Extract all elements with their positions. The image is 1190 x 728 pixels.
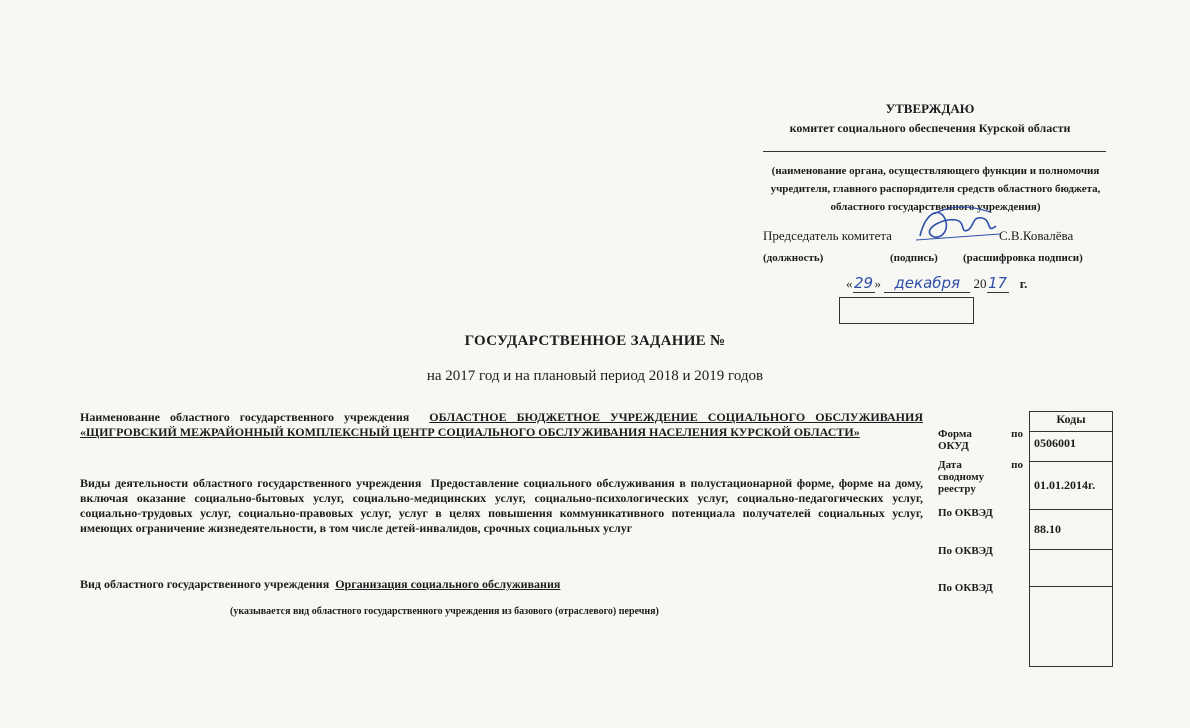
form-label-po: по bbox=[1011, 428, 1023, 440]
form-label-okud: ОКУД bbox=[938, 440, 969, 452]
label-position: (должность) bbox=[763, 252, 824, 264]
date-label-summary: сводному bbox=[938, 471, 985, 483]
activities-label: Виды деятельности областного государственного учреждения bbox=[80, 476, 422, 490]
date-century: 20 bbox=[973, 276, 987, 291]
institution-kind-note: (указывается вид областного государственного учреждения из базового (отраслевого) перечня) bbox=[230, 606, 659, 617]
signer-position: Председатель комитета bbox=[763, 228, 892, 243]
date-day: 29 bbox=[853, 274, 874, 292]
okved-label-1: По ОКВЭД bbox=[938, 507, 993, 519]
label-signature: (подпись) bbox=[890, 252, 938, 264]
date-year: 17 bbox=[987, 274, 1008, 292]
approval-heading: УТВЕРЖДАЮ bbox=[885, 101, 975, 116]
date-open-quote: « bbox=[846, 276, 853, 291]
okved-label-3: По ОКВЭД bbox=[938, 582, 993, 594]
date-suffix: г. bbox=[1019, 276, 1028, 291]
form-okud-value: 0506001 bbox=[1030, 432, 1113, 462]
signer-name: С.В.Ковалёва bbox=[999, 228, 1074, 243]
okved-value-1: 88.10 bbox=[1030, 510, 1113, 550]
form-label-word: Форма bbox=[938, 428, 972, 440]
document-title: ГОСУДАРСТВЕННОЕ ЗАДАНИЕ № bbox=[464, 333, 726, 349]
codes-header: Коды bbox=[1030, 412, 1113, 432]
okved-value-2 bbox=[1030, 550, 1113, 587]
date-label-po: по bbox=[1011, 459, 1023, 471]
date-month: декабря bbox=[884, 274, 970, 293]
signer-row bbox=[763, 228, 1074, 244]
institution-kind-label: Вид областного государственного учреждения bbox=[80, 577, 330, 591]
activities-value: Предоставление социального обслуживания в полустационарной форме, форме на дому, включая оказание социально-бытовых услуг, социально-медицинских услуг, социально-психологических услуг, социально-педагогических услуг, социально-трудовых услуг, социально-правовых услуг, услуг в целях повышения коммуникативного потенциала получателей социальных услуг, имеющих ограничение жизнедеятельности, в том числе детей-инвалидов, срочных социальных услуг bbox=[80, 476, 924, 535]
label-decoding: (расшифровка подписи) bbox=[963, 252, 1083, 264]
date-label-word: Дата bbox=[938, 459, 962, 471]
document-period: на 2017 год и на плановый период 2018 и 2019 годов bbox=[426, 368, 764, 384]
approval-note: (наименование органа, осуществляющего функции и полномочия учредителя, главного распорядителя средств областного бюджета, областного государственного учреждения) bbox=[770, 165, 1101, 213]
okved-value-3 bbox=[1030, 587, 1113, 667]
activities-paragraph bbox=[80, 476, 923, 536]
institution-kind-value: Организация социального обслуживания bbox=[335, 577, 561, 591]
date-close-quote: » bbox=[874, 276, 881, 291]
institution-name-label: Наименование областного государственного учреждения bbox=[80, 410, 410, 424]
registry-date-label bbox=[938, 459, 1023, 495]
codes-table bbox=[1029, 411, 1113, 667]
institution-kind-row bbox=[80, 577, 923, 592]
date-label-registry: реестру bbox=[938, 483, 976, 495]
date-box bbox=[839, 297, 974, 324]
handwritten-signature bbox=[912, 200, 1002, 250]
approval-underline bbox=[763, 151, 1106, 152]
institution-name-value: ОБЛАСТНОЕ БЮДЖЕТНОЕ УЧРЕЖДЕНИЕ СОЦИАЛЬНОГО ОБСЛУЖИВАНИЯ «ЩИГРОВСКИЙ МЕЖРАЙОННЫЙ КОМПЛЕКСНЫЙ ЦЕНТР СОЦИАЛЬНОГО ОБСЛУЖИВАНИЯ НАСЕЛЕНИЯ КУРСКОЙ ОБЛАСТИ» bbox=[80, 410, 924, 439]
registry-date-value: 01.01.2014г. bbox=[1030, 462, 1113, 510]
approval-organization: комитет социального обеспечения Курской области bbox=[789, 121, 1071, 135]
okved-label-2: По ОКВЭД bbox=[938, 545, 993, 557]
institution-name-paragraph bbox=[80, 410, 923, 440]
form-okud-label bbox=[938, 428, 1023, 452]
